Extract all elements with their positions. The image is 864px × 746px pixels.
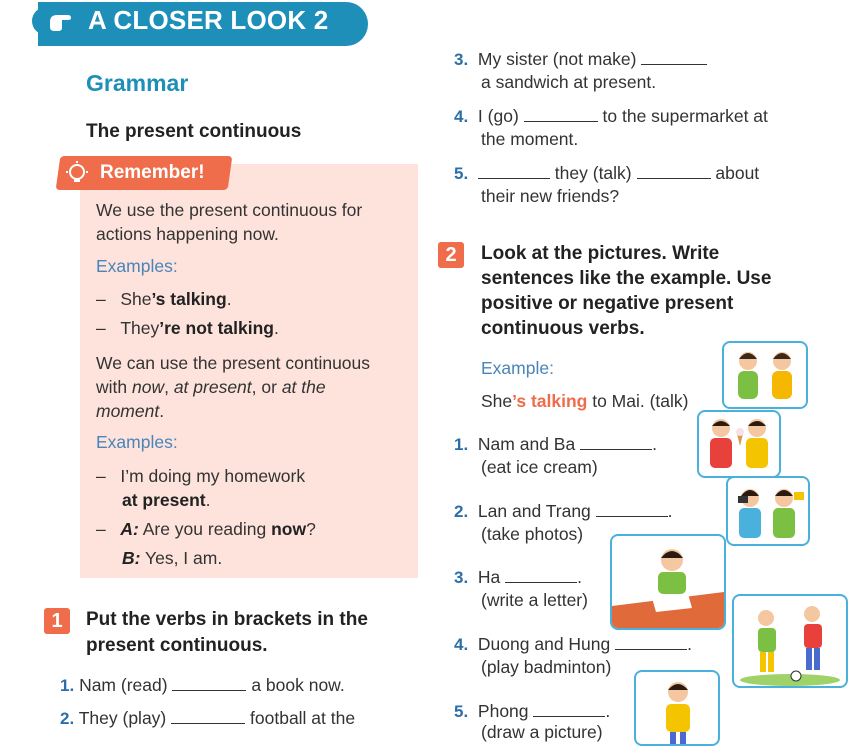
picture-boys-playing (732, 594, 848, 688)
rule2-line-3: moment. (96, 401, 165, 421)
rule-line-2: actions happening now. (96, 224, 279, 244)
example-2: – They’re not talking. (96, 318, 279, 338)
exercise-2-item-3-hint: (write a letter) (481, 590, 588, 610)
exercise-2-heading-line2: sentences like the example. Use (481, 268, 772, 289)
answer-blank[interactable] (171, 707, 245, 724)
example-4: – A: Are you reading now? (96, 519, 316, 539)
girls-photos-illustration (728, 478, 808, 544)
rule-line-1: We use the present continuous for (96, 200, 363, 220)
boys-playing-illustration (734, 596, 846, 686)
exercise-2-item-2-hint: (take photos) (481, 524, 584, 544)
rule2-line-2: with now, at present, or at the (96, 377, 326, 397)
exercise-1-item-3: 3. My sister (not make) (454, 48, 707, 70)
answer-blank[interactable] (580, 433, 652, 450)
exercise-2-badge: 2 (438, 242, 464, 268)
remember-label: Remember! (100, 162, 205, 183)
answer-blank[interactable] (505, 566, 577, 583)
picture-girl-writing (610, 534, 726, 630)
answer-blank[interactable] (637, 162, 711, 179)
answer-blank[interactable] (615, 633, 687, 650)
exercise-2-item-1: 1. Nam and Ba . (454, 434, 657, 454)
examples-label: Examples: (96, 256, 178, 276)
girl-writing-illustration (612, 536, 724, 628)
exercise-1-item-5-line2: their new friends? (481, 186, 620, 206)
answer-blank[interactable] (641, 48, 707, 65)
exercise-2-item-4-hint: (play badminton) (481, 657, 612, 677)
answer-blank[interactable] (172, 674, 246, 691)
grammar-topic: The present continuous (86, 121, 302, 142)
exercise-2-item-3: 3. Ha . (454, 567, 583, 587)
example-3-cont: at present. (122, 490, 211, 510)
picture-example-girls-talking (722, 341, 808, 409)
lightbulb-icon (64, 161, 90, 185)
exercise-2-item-1-hint: (eat ice cream) (481, 457, 598, 477)
exercise-1-heading-line2: present continuous. (86, 635, 268, 656)
picture-boy-drawing (634, 670, 720, 746)
example-1: – She’s talking. (96, 289, 232, 309)
exercise-2-item-4: 4. Duong and Hung . (454, 634, 692, 654)
picture-boys-ice-cream (697, 410, 781, 478)
examples-label-2: Examples: (96, 432, 178, 452)
picture-girls-photos (726, 476, 810, 546)
exercise-1-item-4-line2: the moment. (481, 129, 579, 149)
answer-blank[interactable] (478, 162, 550, 179)
boys-ice-cream-illustration (699, 412, 779, 476)
section-title-grammar: Grammar (86, 70, 189, 96)
exercise-2-item-5: 5. Phong . (454, 701, 611, 721)
exercise-1-heading-line1: Put the verbs in brackets in the (86, 609, 368, 630)
exercise-2-heading-line4: continuous verbs. (481, 318, 645, 339)
exercise-2-item-2: 2. Lan and Trang . (454, 501, 673, 521)
girls-talking-illustration (724, 343, 806, 407)
exercise-1-item-1: 1. Nam (read) a book now. (60, 675, 345, 695)
exercise-1-item-4: 4. I (go) to the supermarket at (454, 106, 768, 126)
exercise-2-heading-line3: positive or negative present (481, 293, 734, 314)
answer-blank[interactable] (596, 500, 668, 517)
exercise-2-example: She’s talking to Mai. (talk) (481, 391, 689, 411)
exercise-1-badge: 1 (44, 608, 70, 634)
answer-blank[interactable] (533, 700, 605, 717)
rule2-line-1: We can use the present continuous (96, 353, 371, 373)
exercise-2-item-5-hint: (draw a picture) (481, 722, 603, 742)
answer-blank[interactable] (524, 105, 598, 122)
exercise-1-item-5: 5. they (talk) about (454, 163, 760, 183)
example-3: – I’m doing my homework (96, 466, 306, 486)
exercise-2-example-label: Example: (481, 358, 554, 378)
exercise-1-item-2: 2. They (play) football at the (60, 708, 356, 728)
page-title: A CLOSER LOOK 2 (88, 5, 329, 35)
example-5: B: Yes, I am. (122, 548, 223, 568)
exercise-2-heading-line1: Look at the pictures. Write (481, 243, 720, 264)
pointing-hand-icon (48, 10, 72, 32)
boy-drawing-illustration (636, 672, 718, 744)
exercise-1-item-3-line2: a sandwich at present. (481, 72, 657, 92)
